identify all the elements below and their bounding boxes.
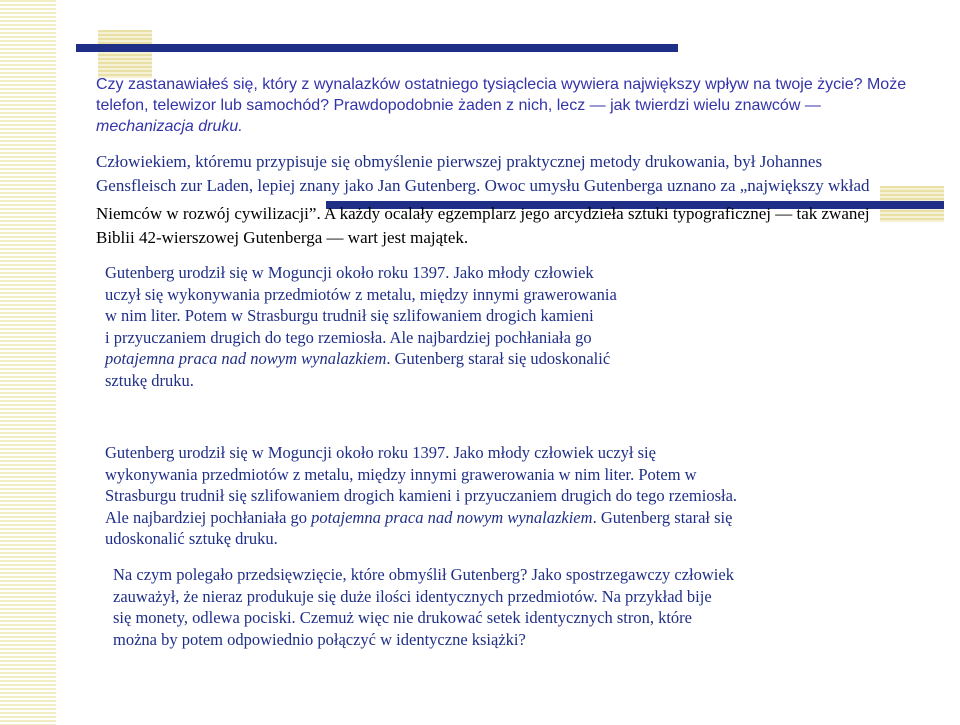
bio-wide-line-2: wykonywania przedmiotów z metalu, między innymi grawerowania w nim liter. Potem w: [105, 464, 697, 484]
intro-line-2: telefon, telewizor lub samochód? Prawdopodobnie żaden z nich, lecz — jak twierdzi wielu znawców —: [96, 97, 821, 114]
bio-wide-line-3: Strasburgu trudnił się szlifowaniem drogich kamieni i przyuczaniem drugich do tego rzemiosła.: [105, 486, 738, 505]
bio-wide-line-5: udoskonalić sztukę druku.: [105, 529, 278, 548]
bio-wide-line-4-end: . Gutenberg starał się: [592, 507, 733, 527]
gutenberg-line-2: Gensfleisch zur Laden, lepiej znany jako Jan Gutenberg. Owoc umysłu Gutenberga uznano za „największy wkład: [96, 176, 870, 195]
bio-wide-italic: potajemna praca nad nowym wynalazkiem: [311, 507, 593, 527]
intro-line-3: mechanizacja druku.: [96, 118, 243, 135]
bio-narrow-line-1: Gutenberg urodził się w Moguncji około roku 1397. Jako młody człowiek: [105, 263, 594, 282]
biography-paragraph-wide: [105, 442, 825, 550]
gutenberg-paragraph-bottom: [96, 202, 926, 250]
bio-wide-line-4: [105, 507, 825, 529]
gutenberg-line-1: Człowiekiem, któremu przypisuje się obmyślenie pierwszej praktycznej metody drukowania, był Johannes: [96, 152, 823, 171]
invention-paragraph: [113, 564, 833, 650]
bio-narrow-line-6: sztukę druku.: [105, 370, 194, 390]
gutenberg-line-3: Niemców w rozwój cywilizacji”. A każdy ocalały egzemplarz jego arcydzieła sztuki typograficznej — tak zwanej: [96, 204, 870, 223]
invention-line-1: Na czym polegało przedsięwzięcie, które obmyślił Gutenberg? Jako spostrzegawczy człowiek: [113, 565, 734, 584]
left-decorative-stripe: [0, 0, 56, 725]
invention-line-2: zauważył, że nieraz produkuje się duże ilości identycznych przedmiotów. Na przykład bije: [113, 586, 712, 606]
bio-narrow-line-5-rest: . Gutenberg starał się udoskonalić: [386, 349, 611, 368]
top-blue-bar: [76, 44, 678, 52]
bio-wide-line-4-start: Ale najbardziej pochłaniała go: [105, 507, 312, 527]
intro-paragraph: [96, 74, 907, 137]
top-yellow-block: [98, 30, 152, 78]
gutenberg-paragraph-top: [96, 150, 916, 198]
biography-paragraph-narrow: [105, 262, 685, 391]
bio-narrow-line-4: i przyuczaniem drugich do tego rzemiosła. Ale najbardziej pochłaniała go: [105, 327, 592, 347]
bio-narrow-line-5: [105, 348, 685, 370]
bio-narrow-line-3: w nim liter. Potem w Strasburgu trudnił się szlifowaniem drogich kamieni: [105, 306, 594, 325]
bio-narrow-line-2: uczył się wykonywania przedmiotów z metalu, między innymi grawerowania: [105, 284, 617, 304]
bio-wide-line-1: Gutenberg urodził się w Moguncji około roku 1397. Jako młody człowiek uczył się: [105, 443, 656, 462]
intro-line-1: Czy zastanawiałeś się, który z wynalazków ostatniego tysiąclecia wywiera największy wpływ na twoje życie? Może: [96, 76, 907, 93]
gutenberg-line-4: Biblii 42-wierszowej Gutenberga — wart jest majątek.: [96, 228, 469, 247]
invention-line-3: się monety, odlewa pociski. Czemuż więc nie drukować setek identycznych stron, które: [113, 608, 692, 627]
invention-line-4: można by potem odpowiednio połączyć w identyczne książki?: [113, 629, 526, 649]
bio-narrow-italic: potajemna praca nad nowym wynalazkiem: [105, 349, 387, 368]
